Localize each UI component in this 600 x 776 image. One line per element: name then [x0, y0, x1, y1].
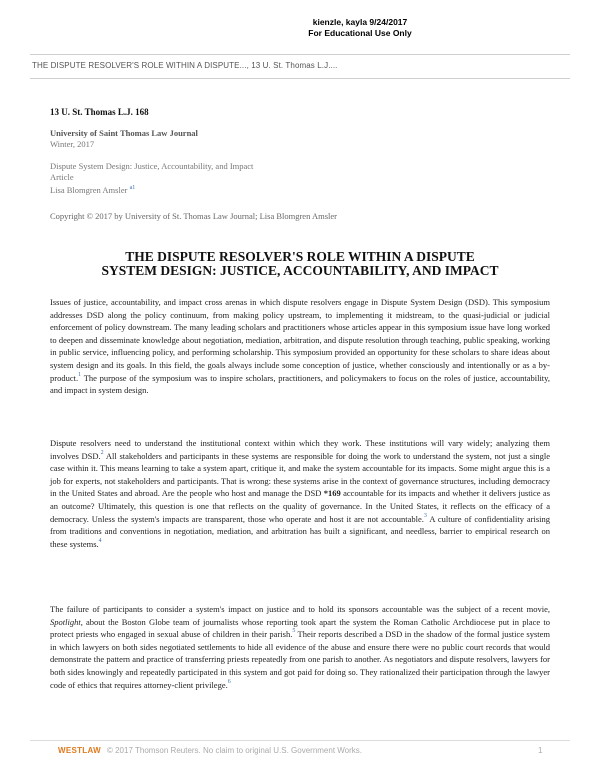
symposium-subtitle: Dispute System Design: Justice, Accountability, and Impact: [50, 161, 254, 171]
title-line-1: THE DISPUTE RESOLVER'S ROLE WITHIN A DISPUTE: [125, 249, 475, 264]
footnote-5-link[interactable]: 5: [292, 628, 296, 635]
movie-title: Spotlight: [50, 616, 81, 627]
header-rule-top: [30, 54, 570, 55]
author-line: [50, 183, 253, 196]
user-date-line: kienzle, kayla 9/24/2017: [312, 17, 408, 27]
p2-text-a: Dispute resolvers need to understand the institutional context within which they work. These institutions will vary widely; analyzing them involves DSD.: [50, 438, 550, 461]
footnote-2-link[interactable]: 2: [100, 449, 104, 456]
paragraph-2: [50, 437, 550, 550]
p3-text-b: , about the Boston Globe team of journalists whose reporting took apart the system the Roman Catholic Archdiocese put in place to protect priests who engaged in sexual abuse of children in their parish.: [50, 616, 550, 640]
footer-copyright: © 2017 Thomson Reuters. No claim to original U.S. Government Works.: [106, 746, 363, 755]
author-footnote-link[interactable]: a1: [129, 185, 136, 191]
article-info: [50, 161, 253, 196]
running-title: THE DISPUTE RESOLVER'S ROLE WITHIN A DISPUTE..., 13 U. St. Thomas L.J....: [32, 61, 338, 70]
page-header: [0, 17, 600, 39]
p2-text-d: A culture of confidentiality arising from traditions and conventions in negotiation, mediation, and arbitration has built a significant, and needless, barrier to empirical research on these systems.: [50, 513, 551, 549]
journal-name: University of Saint Thomas Law Journal: [50, 128, 198, 138]
title-line-2: SYSTEM DESIGN: JUSTICE, ACCOUNTABILITY, AND IMPACT: [101, 263, 499, 278]
westlaw-logo: WESTLAW: [58, 746, 101, 755]
footnote-6-link[interactable]: 6: [227, 678, 231, 685]
citation: 13 U. St. Thomas L.J. 168: [50, 107, 149, 117]
footer-rule: [30, 740, 570, 741]
article-type: Article: [50, 172, 74, 182]
paragraph-3: [50, 603, 550, 691]
journal-info: [50, 128, 198, 150]
paragraph-1: [50, 296, 550, 397]
p3-text-c: Their reports described a DSD in the shadow of the formal justice system in which lawyers on both sides negotiated settlements to hide all evidence of the abuse and ensure there were no public court records that would demonstrate the pattern and practice of transferring priests repeatedly from one parish to another. As negotiators and dispute resolvers, lawyers for both sides knowingly and repeatedly participated in this system and got paid for doing so. They rationalized their participation through the lawyer code of ethics that requires attorney-client privilege.: [50, 629, 550, 690]
p3-text-a: The failure of participants to consider a system's impact on justice and to hold its sponsors accountable was the subject of a recent movie,: [50, 604, 550, 614]
p2-text-c: accountable for its impacts and whether it delivers justice as an outcome? Ultimately, this question is one that reflects on the quality of governance. In the United States, it reflects on the efficacy of a democracy. Unless the system's impacts are transparent, those who operate and host it are not accountable.: [50, 488, 551, 524]
footnote-3-link[interactable]: 3: [423, 512, 427, 519]
page-number: 1: [538, 746, 543, 755]
copyright-notice: Copyright © 2017 by University of St. Thomas Law Journal; Lisa Blomgren Amsler: [50, 211, 338, 221]
header-rule-bottom: [30, 78, 570, 79]
footnote-1-link[interactable]: 1: [78, 371, 82, 378]
footnote-4-link[interactable]: 4: [98, 537, 102, 544]
page-footer: [58, 746, 362, 755]
p1-text-a: Issues of justice, accountability, and impact cross arenas in which dispute resolvers engage in Dispute System Design (DSD). This symposium addresses DSD along the policy continuum, from making policy upstream, to implementing it midstream, to the quasi-judicial or judicial enforcement of policy downstream. The many leading scholars and practitioners whose articles appear in this symposium issue have long worked to deepen and disseminate knowledge about negotiation, mediation, arbitration, and dispute resolution through teaching, public speaking, working in public service, influencing policy, and performing scholarship. This symposium provided an opportunity for these scholars to share ideas about system design and its goals. In this field, the goals always include some conception of justice, whether consciously and intentionally or as a by-product.: [50, 297, 550, 383]
issue-date: Winter, 2017: [50, 139, 95, 149]
article-title: [50, 250, 550, 278]
author-name: Lisa Blomgren Amsler: [50, 184, 128, 195]
p1-text-b: The purpose of the symposium was to inspire scholars, practitioners, and policymakers to focus on the roles of justice, accountability, and impact in system design.: [50, 372, 550, 396]
star-page-marker: *169: [323, 488, 341, 499]
educational-use-line: For Educational Use Only: [308, 28, 412, 38]
p2-text-b: All stakeholders and participants in these systems are responsible for doing the work to understand the system, not just a single case within it. This means learning to take a system apart, critique it, and make the system accountable for its impacts. Some might argue this is a job for experts, not stakeholders and participants. That is wrong: these systems arise in the context of governance structures, including democracy in the United States and abroad. Are the people who host and manage the DSD: [50, 450, 551, 499]
